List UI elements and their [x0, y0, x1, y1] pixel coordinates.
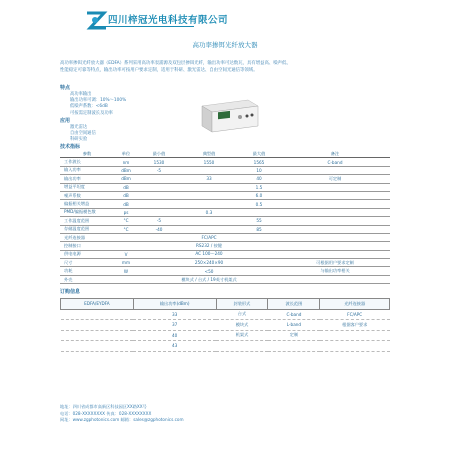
intro-paragraph — [60, 60, 390, 74]
spec-row-cell — [238, 275, 280, 283]
spec-row-cell — [280, 166, 390, 174]
specs-column-header: 参数 — [60, 150, 114, 158]
spec-row-cell: 1565 — [238, 158, 280, 166]
header-divider — [92, 26, 194, 27]
spec-row — [60, 208, 390, 216]
spec-row-cell: 功耗 — [60, 267, 114, 275]
spec-row-cell: dB — [114, 200, 138, 208]
application-item: 激光雷达 — [70, 125, 88, 130]
company-name: 四川梓冠光电科技有限公司 — [108, 15, 229, 26]
spec-row-cell — [138, 191, 180, 199]
intro-line: 性能稳定可靠等特点，输出功率可按用户要求定制，适用于科研、激光雷达、自由空间光通信等领域。 — [60, 68, 258, 73]
spec-row-cell — [138, 267, 180, 275]
order-row-cell — [61, 320, 134, 331]
spec-row-cell — [138, 233, 180, 241]
spec-row-cell: 增益平坦度 — [60, 183, 114, 191]
spec-row-cell: °C — [114, 225, 138, 233]
ordering-column-header: 波长范围 — [268, 299, 320, 310]
specs-heading: 技术指标 — [60, 144, 81, 150]
order-row-cell — [320, 330, 390, 341]
spec-row — [60, 200, 390, 208]
order-row — [61, 330, 390, 341]
spec-row — [60, 250, 390, 258]
order-row-cell: 台式 — [216, 309, 268, 320]
spec-row-cell: 供电电源 — [60, 250, 114, 258]
spec-row — [60, 158, 390, 166]
spec-row-cell — [138, 242, 180, 250]
spec-row-cell — [138, 250, 180, 258]
spec-row-cell: 输出功率 — [60, 175, 114, 183]
spec-row-cell: dB — [114, 191, 138, 199]
spec-row — [60, 225, 390, 233]
spec-row-cell: 1530 — [138, 158, 180, 166]
spec-row-cell: V — [114, 250, 138, 258]
spec-row — [60, 166, 390, 174]
spec-row-cell — [238, 233, 280, 241]
feature-item: 高功率输出 — [70, 92, 92, 97]
spec-row-cell — [280, 208, 390, 216]
order-row — [61, 320, 390, 331]
spec-row-cell — [138, 200, 180, 208]
applications-section — [60, 117, 96, 144]
order-row-cell — [61, 309, 134, 320]
order-row-cell: 根据客户要求 — [320, 320, 390, 331]
spec-row-cell — [180, 200, 238, 208]
specs-header-row — [60, 150, 390, 158]
spec-row-cell: -5 — [138, 166, 180, 174]
features-heading: 特点 — [60, 85, 71, 91]
ordering-heading: 订购信息 — [60, 289, 81, 295]
order-row-cell — [216, 341, 268, 352]
order-row-cell — [320, 341, 390, 352]
spec-row-cell — [280, 275, 390, 283]
spec-row-cell — [238, 267, 280, 275]
spec-row-cell — [280, 250, 390, 258]
spec-row-cell: 1.5 — [238, 183, 280, 191]
order-row-cell: 模块式 — [216, 320, 268, 331]
specs-column-header: 最大值 — [238, 150, 280, 158]
spec-row-cell: 55 — [238, 217, 280, 225]
spec-row-cell — [138, 259, 180, 267]
ordering-table — [60, 298, 390, 352]
order-row — [61, 309, 390, 320]
feature-item: 低噪声系数：<6dB — [70, 104, 108, 110]
spec-row-cell: ps — [114, 208, 138, 216]
spec-row-cell: 0.3 — [180, 208, 238, 216]
order-row-cell: 33 — [133, 309, 216, 320]
order-row-cell: 43 — [133, 341, 216, 352]
order-row-cell: FC/APC — [320, 309, 390, 320]
specs-column-header: 单位 — [114, 150, 138, 158]
ordering-header-row — [61, 299, 390, 310]
spec-row-cell — [114, 242, 138, 250]
spec-row-cell — [280, 217, 390, 225]
spec-row-cell: mm — [114, 259, 138, 267]
spec-row-cell: W — [114, 267, 138, 275]
spec-row-cell — [180, 183, 238, 191]
spec-row-cell — [238, 242, 280, 250]
order-row-cell: 37 — [133, 320, 216, 331]
spec-row-cell: 输入功率 — [60, 166, 114, 174]
spec-row-cell: 存储温度范围 — [60, 225, 114, 233]
specs-column-header: 备注 — [280, 150, 390, 158]
spec-row-cell — [138, 208, 180, 216]
amplifier-device-image — [196, 96, 262, 136]
order-row-cell: 机架式 — [216, 330, 268, 341]
spec-row-cell: 外壳 — [60, 275, 114, 283]
spec-row-cell: °C — [114, 217, 138, 225]
spec-row-cell — [138, 183, 180, 191]
spec-row-cell — [114, 233, 138, 241]
order-row-cell: C-band — [268, 309, 320, 320]
spec-row-cell — [280, 191, 390, 199]
spec-row-cell: 噪声系数 — [60, 191, 114, 199]
footer-web: 网址：www.zgphotonics.com 邮箱：sales@zgphotonics.com — [60, 417, 184, 422]
feature-item: 可按需定制波长及功率 — [70, 110, 113, 116]
spec-row-cell: 0.5 — [238, 200, 280, 208]
intro-line: 高功率掺铒光纤放大器（EDFA）系列采用高功率泵浦源及双包层掺铒光纤，输出功率可达数瓦，具有增益高、噪声低、 — [60, 61, 291, 66]
spec-row-cell: 工作波长 — [60, 158, 114, 166]
order-row-cell: 40 — [133, 330, 216, 341]
ordering-column-header: EDFA/EYDFA — [61, 299, 134, 310]
spec-row-cell: 工作温度范围 — [60, 217, 114, 225]
specs-column-header: 最小值 — [138, 150, 180, 158]
order-row-cell — [268, 341, 320, 352]
spec-row-cell — [180, 166, 238, 174]
spec-row-cell: 33 — [180, 175, 238, 183]
spec-row-cell: 1550 — [180, 158, 238, 166]
order-row-cell: 定制 — [268, 330, 320, 341]
features-section — [60, 84, 126, 117]
spec-row — [60, 217, 390, 225]
spec-row — [60, 233, 390, 241]
spec-row-cell — [180, 191, 238, 199]
ordering-column-header: 光纤连接器 — [320, 299, 390, 310]
order-row — [61, 341, 390, 352]
feature-item: 输出功率可调：10%～100% — [70, 98, 127, 104]
spec-row — [60, 275, 390, 283]
spec-row-cell — [238, 250, 280, 258]
spec-row-cell: 控制接口 — [60, 242, 114, 250]
spec-row-cell — [180, 217, 238, 225]
application-item: 自由空间通信 — [70, 131, 96, 137]
footer-phone: 电话：028-XXXXXXXX 传真：028-XXXXXXXX — [60, 410, 152, 416]
spec-row-cell — [138, 175, 180, 183]
spec-row-cell: 250×240×90 — [180, 259, 238, 267]
order-row-cell — [61, 341, 134, 352]
spec-row-cell: 光纤连接器 — [60, 233, 114, 241]
spec-row-cell: -5 — [138, 217, 180, 225]
spec-row-cell: AC 100～240 — [180, 250, 238, 258]
ordering-column-header: 封装形式 — [216, 299, 268, 310]
application-item: 科研实验 — [70, 137, 88, 143]
spec-row-cell: <50 — [180, 267, 238, 275]
applications-heading: 应用 — [60, 118, 71, 124]
spec-row-cell: 可根据用户要求定制 — [280, 259, 390, 267]
spec-row-cell: 可定制 — [280, 175, 390, 183]
spec-row-cell: dB — [114, 183, 138, 191]
spec-row-cell: dBm — [114, 166, 138, 174]
spec-row-cell: 6.0 — [238, 191, 280, 199]
ordering-column-header: 输出功率(dBm) — [133, 299, 216, 310]
spec-row-cell — [280, 183, 390, 191]
spec-row-cell — [238, 208, 280, 216]
spec-row-cell: dBm — [114, 175, 138, 183]
spec-row-cell — [280, 233, 390, 241]
spec-row-cell — [280, 225, 390, 233]
spec-row-cell: 模块式 / 台式 / 19英寸机架式 — [180, 275, 238, 283]
order-row-cell: L-band — [268, 320, 320, 331]
page-title: 高功率掺铒光纤放大器 — [192, 41, 258, 49]
spec-row-cell: 10 — [238, 166, 280, 174]
spec-row — [60, 191, 390, 199]
spec-row-cell — [114, 275, 138, 283]
spec-row-cell: RS232 / 按键 — [180, 242, 238, 250]
spec-row-cell — [238, 259, 280, 267]
spec-row — [60, 242, 390, 250]
footer-address: 地址：四川省成都市高新区科技园区XX路XX号 — [60, 404, 147, 409]
spec-row-cell: 40 — [238, 175, 280, 183]
spec-row — [60, 259, 390, 267]
spec-row — [60, 267, 390, 275]
specs-table — [60, 150, 390, 284]
specs-column-header: 典型值 — [180, 150, 238, 158]
spec-row-cell: C-band — [280, 158, 390, 166]
spec-row-cell: 尺寸 — [60, 259, 114, 267]
spec-row-cell: nm — [114, 158, 138, 166]
spec-row-cell: 偏振相关增益 — [60, 200, 114, 208]
spec-row-cell: PMD/偏振模色散 — [60, 208, 114, 216]
spec-row-cell: -40 — [138, 225, 180, 233]
spec-row-cell: 与输出功率相关 — [280, 267, 390, 275]
spec-row — [60, 183, 390, 191]
spec-row-cell — [138, 275, 180, 283]
order-row-cell — [61, 330, 134, 341]
spec-row-cell — [280, 200, 390, 208]
spec-row-cell: 85 — [238, 225, 280, 233]
spec-row-cell — [280, 242, 390, 250]
spec-row-cell — [180, 225, 238, 233]
spec-row-cell: FC/APC — [180, 233, 238, 241]
footer-contact — [60, 404, 400, 424]
spec-row — [60, 175, 390, 183]
